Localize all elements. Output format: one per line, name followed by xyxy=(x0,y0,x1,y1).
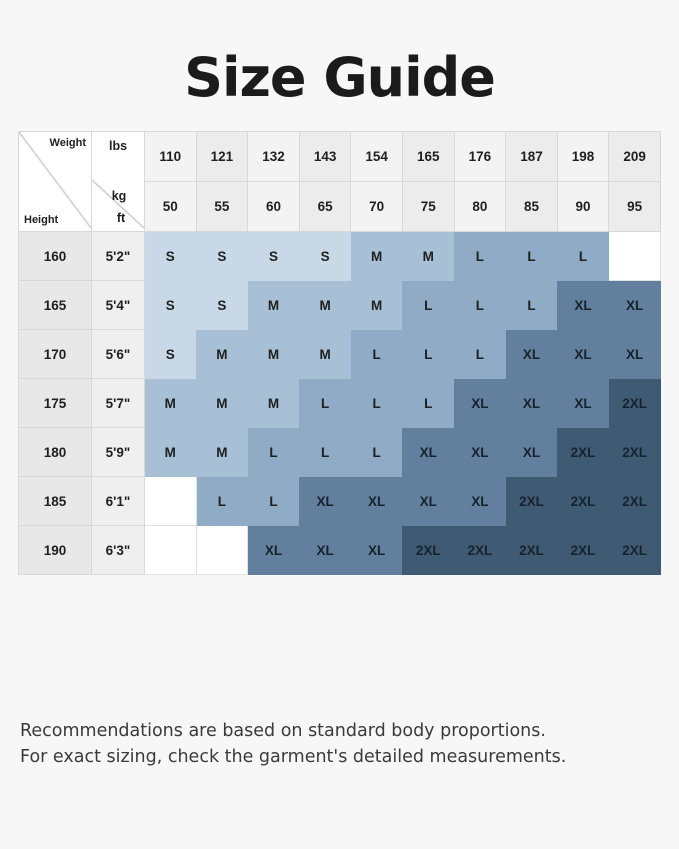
column-header-lbs: 165 xyxy=(402,132,454,182)
size-cell: S xyxy=(145,281,197,330)
size-cell: L xyxy=(299,379,351,428)
row-header-ft: 6'1" xyxy=(92,477,145,526)
size-chart-table xyxy=(18,131,661,575)
size-cell: 2XL xyxy=(609,477,661,526)
size-cell: 2XL xyxy=(506,477,558,526)
size-cell: M xyxy=(145,379,197,428)
row-header-ft: 5'4" xyxy=(92,281,145,330)
column-header-kg: 75 xyxy=(402,182,454,232)
size-cell: M xyxy=(299,330,351,379)
column-header-kg: 60 xyxy=(248,182,300,232)
column-header-kg: 90 xyxy=(557,182,609,232)
size-cell: M xyxy=(196,330,248,379)
size-cell: M xyxy=(248,379,300,428)
size-cell: L xyxy=(454,330,506,379)
size-cell: L xyxy=(402,379,454,428)
row-header-ft: 5'6" xyxy=(92,330,145,379)
table-row xyxy=(19,232,661,281)
size-cell: 2XL xyxy=(454,526,506,575)
table-header-row-lbs xyxy=(19,132,661,182)
size-cell: L xyxy=(196,477,248,526)
size-cell: 2XL xyxy=(557,428,609,477)
column-header-lbs: 154 xyxy=(351,132,403,182)
size-cell: L xyxy=(248,477,300,526)
footnote xyxy=(20,718,659,771)
size-cell: M xyxy=(299,281,351,330)
kg-unit-label: kg xyxy=(111,189,127,203)
row-header-cm: 160 xyxy=(19,232,92,281)
size-cell: L xyxy=(454,281,506,330)
row-header-cm: 170 xyxy=(19,330,92,379)
size-cell: XL xyxy=(454,379,506,428)
size-cell: 2XL xyxy=(609,526,661,575)
size-cell: XL xyxy=(351,477,403,526)
lbs-unit-label: lbs xyxy=(108,139,128,153)
unit-corner-cell xyxy=(92,132,145,232)
size-cell: 2XL xyxy=(609,428,661,477)
size-cell: L xyxy=(351,330,403,379)
table-row xyxy=(19,526,661,575)
size-cell: L xyxy=(402,330,454,379)
size-cell: 2XL xyxy=(609,379,661,428)
size-cell: XL xyxy=(402,428,454,477)
column-header-kg: 65 xyxy=(299,182,351,232)
column-header-lbs: 209 xyxy=(609,132,661,182)
footnote-line-1: Recommendations are based on standard body proportions. xyxy=(20,721,546,741)
size-cell-empty xyxy=(196,526,248,575)
size-cell: S xyxy=(196,232,248,281)
size-cell-empty xyxy=(145,477,197,526)
size-cell: L xyxy=(248,428,300,477)
size-cell: XL xyxy=(299,526,351,575)
size-cell: XL xyxy=(557,330,609,379)
size-cell: XL xyxy=(506,379,558,428)
column-header-lbs: 132 xyxy=(248,132,300,182)
size-cell: M xyxy=(351,232,403,281)
column-header-kg: 55 xyxy=(196,182,248,232)
size-cell-empty xyxy=(609,232,661,281)
row-header-ft: 5'7" xyxy=(92,379,145,428)
axis-corner-cell xyxy=(19,132,92,232)
column-header-kg: 70 xyxy=(351,182,403,232)
height-axis-label: Height xyxy=(24,214,59,226)
size-cell: M xyxy=(248,330,300,379)
size-cell: XL xyxy=(609,330,661,379)
size-cell: XL xyxy=(248,526,300,575)
table-row xyxy=(19,379,661,428)
row-header-cm: 165 xyxy=(19,281,92,330)
weight-axis-label: Weight xyxy=(49,137,86,149)
table-row xyxy=(19,281,661,330)
row-header-cm: 180 xyxy=(19,428,92,477)
row-header-cm: 175 xyxy=(19,379,92,428)
size-cell: S xyxy=(299,232,351,281)
size-cell: M xyxy=(196,379,248,428)
size-table-container xyxy=(0,131,679,575)
size-cell: S xyxy=(196,281,248,330)
size-cell: XL xyxy=(557,281,609,330)
row-header-cm: 185 xyxy=(19,477,92,526)
size-cell: M xyxy=(145,428,197,477)
size-cell: L xyxy=(454,232,506,281)
size-cell: 2XL xyxy=(557,477,609,526)
footnote-line-2: For exact sizing, check the garment's detailed measurements. xyxy=(20,747,567,768)
row-header-ft: 5'2" xyxy=(92,232,145,281)
column-header-lbs: 110 xyxy=(145,132,197,182)
size-cell: XL xyxy=(506,428,558,477)
column-header-lbs: 121 xyxy=(196,132,248,182)
size-cell: L xyxy=(557,232,609,281)
table-row xyxy=(19,477,661,526)
column-header-lbs: 176 xyxy=(454,132,506,182)
size-cell: 2XL xyxy=(506,526,558,575)
column-header-kg: 80 xyxy=(454,182,506,232)
size-cell: XL xyxy=(402,477,454,526)
size-cell: XL xyxy=(454,428,506,477)
size-cell-empty xyxy=(145,526,197,575)
size-cell: 2XL xyxy=(557,526,609,575)
table-row xyxy=(19,330,661,379)
column-header-kg: 85 xyxy=(506,182,558,232)
column-header-kg: 95 xyxy=(609,182,661,232)
size-cell: XL xyxy=(506,330,558,379)
ft-unit-label: ft xyxy=(116,211,126,225)
column-header-lbs: 187 xyxy=(506,132,558,182)
column-header-lbs: 198 xyxy=(557,132,609,182)
size-cell: XL xyxy=(609,281,661,330)
size-cell: M xyxy=(351,281,403,330)
row-header-ft: 5'9" xyxy=(92,428,145,477)
row-header-cm: 190 xyxy=(19,526,92,575)
size-cell: XL xyxy=(454,477,506,526)
size-cell: S xyxy=(145,330,197,379)
size-cell: M xyxy=(196,428,248,477)
size-cell: M xyxy=(402,232,454,281)
size-cell: L xyxy=(402,281,454,330)
column-header-kg: 50 xyxy=(145,182,197,232)
row-header-ft: 6'3" xyxy=(92,526,145,575)
column-header-lbs: 143 xyxy=(299,132,351,182)
size-cell: XL xyxy=(557,379,609,428)
size-cell: L xyxy=(351,379,403,428)
size-cell: XL xyxy=(299,477,351,526)
size-cell: S xyxy=(248,232,300,281)
size-cell: XL xyxy=(351,526,403,575)
size-cell: L xyxy=(351,428,403,477)
size-cell: M xyxy=(248,281,300,330)
table-row xyxy=(19,428,661,477)
size-cell: 2XL xyxy=(402,526,454,575)
size-cell: L xyxy=(506,232,558,281)
page-title: Size Guide xyxy=(184,46,495,109)
size-cell: S xyxy=(145,232,197,281)
size-cell: L xyxy=(506,281,558,330)
size-cell: L xyxy=(299,428,351,477)
